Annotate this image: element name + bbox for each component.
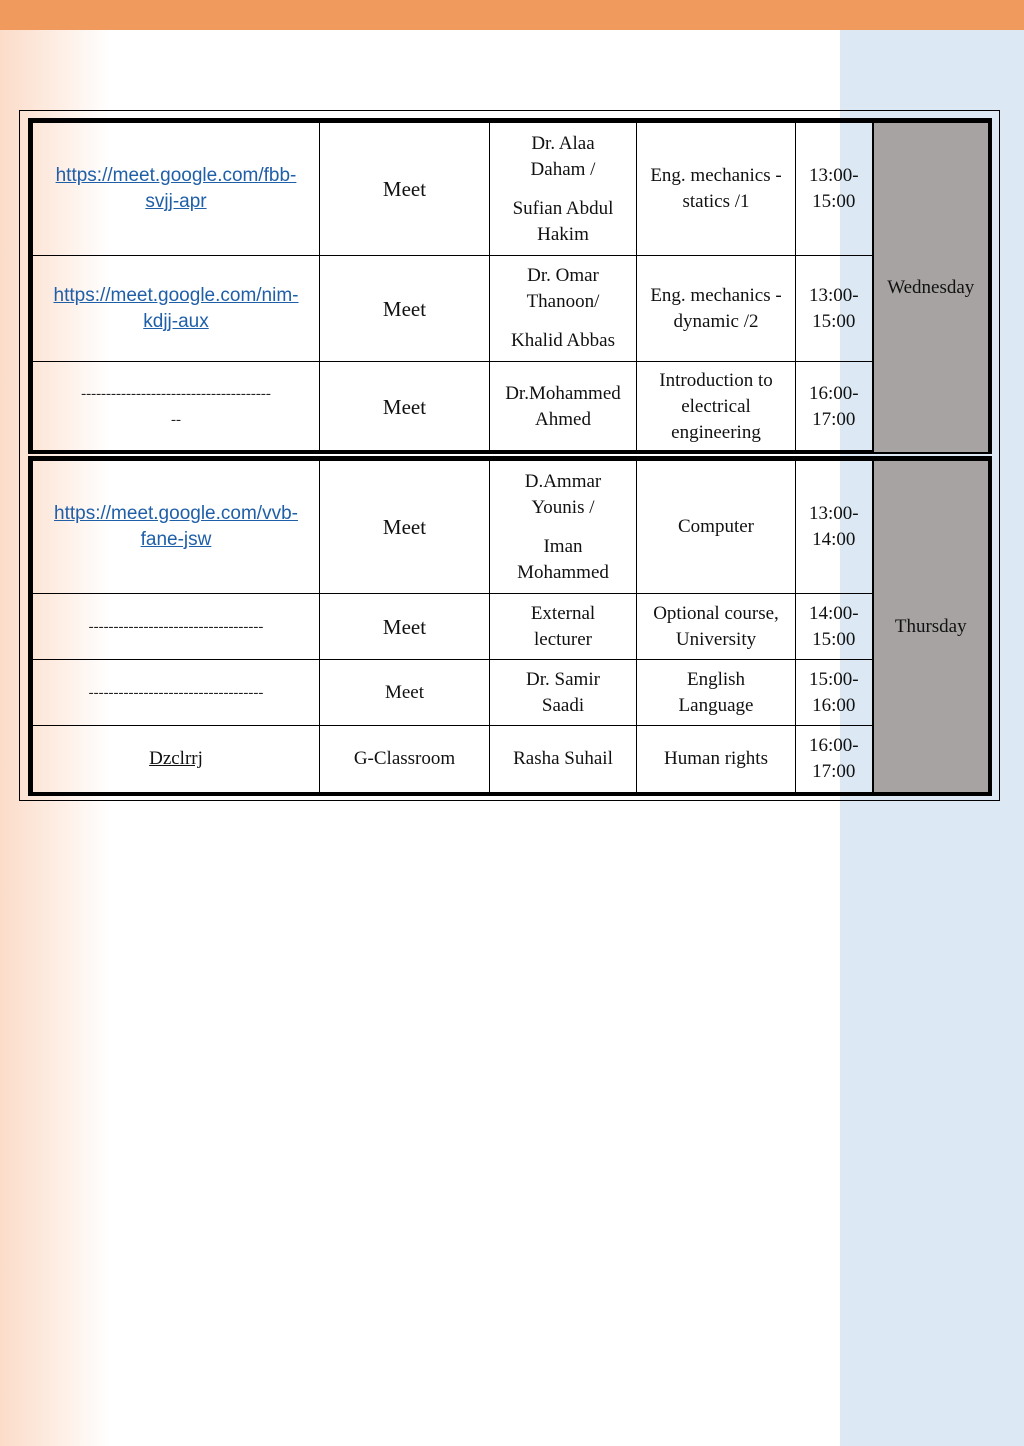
page-header-bar xyxy=(0,0,1024,30)
time-cell: 14:00- 15:00 xyxy=(796,594,873,660)
schedule-table-wednesday xyxy=(32,122,989,453)
teacher-cell: Rasha Suhail xyxy=(490,726,637,793)
teacher-cell: Dr. Alaa Daham / Sufian Abdul Hakim xyxy=(490,123,637,256)
time-cell: 16:00- 17:00 xyxy=(796,726,873,793)
teacher-cell: Dr. Samir Saadi xyxy=(490,660,637,726)
meeting-link-placeholder: -------------------------------------- -- xyxy=(33,362,320,453)
subject-cell: English Language xyxy=(637,660,796,726)
day-cell-thursday: Thursday xyxy=(873,461,989,793)
time-cell: 13:00- 14:00 xyxy=(796,461,873,594)
subject-cell: Human rights xyxy=(637,726,796,793)
platform-cell: G-Classroom xyxy=(320,726,490,793)
subject-cell: Optional course, University xyxy=(637,594,796,660)
teacher-cell: D.Ammar Younis / Iman Mohammed xyxy=(490,461,637,594)
time-cell: 13:00- 15:00 xyxy=(796,123,873,256)
table-row xyxy=(33,594,989,660)
subject-cell: Computer xyxy=(637,461,796,594)
time-cell: 15:00- 16:00 xyxy=(796,660,873,726)
meeting-link-placeholder: ----------------------------------- xyxy=(33,594,320,660)
platform-cell: Meet xyxy=(320,256,490,362)
platform-cell: Meet xyxy=(320,123,490,256)
meeting-link[interactable]: https://meet.google.com/vvb- fane-jsw xyxy=(54,503,298,550)
meeting-link-cell[interactable] xyxy=(33,123,320,256)
time-cell: 16:00- 17:00 xyxy=(796,362,873,453)
table-row xyxy=(33,726,989,793)
day-block-wednesday xyxy=(28,118,992,454)
subject-cell: Introduction to electrical engineering xyxy=(637,362,796,453)
platform-cell: Meet xyxy=(320,660,490,726)
table-row xyxy=(33,362,989,453)
meeting-link[interactable]: https://meet.google.com/nim- kdjj-aux xyxy=(53,284,299,332)
classroom-code-cell[interactable] xyxy=(33,726,320,793)
schedule-table-thursday xyxy=(32,460,989,793)
day-cell-wednesday: Wednesday xyxy=(873,123,989,453)
meeting-link-placeholder: ----------------------------------- xyxy=(33,660,320,726)
table-row xyxy=(33,123,989,256)
classroom-code-link[interactable]: Dzclrrj xyxy=(149,748,203,769)
platform-cell: Meet xyxy=(320,461,490,594)
table-row xyxy=(33,256,989,362)
teacher-cell: Dr.Mohammed Ahmed xyxy=(490,362,637,453)
table-row xyxy=(33,461,989,594)
day-block-thursday xyxy=(28,456,992,796)
platform-cell: Meet xyxy=(320,362,490,453)
time-cell: 13:00- 15:00 xyxy=(796,256,873,362)
teacher-cell: Dr. Omar Thanoon/ Khalid Abbas xyxy=(490,256,637,362)
platform-cell: Meet xyxy=(320,594,490,660)
teacher-cell: External lecturer xyxy=(490,594,637,660)
subject-cell: Eng. mechanics - dynamic /2 xyxy=(637,256,796,362)
table-row xyxy=(33,660,989,726)
meeting-link[interactable]: https://meet.google.com/fbb- svjj-apr xyxy=(55,165,297,212)
meeting-link-cell[interactable] xyxy=(33,256,320,362)
subject-cell: Eng. mechanics - statics /1 xyxy=(637,123,796,256)
meeting-link-cell[interactable] xyxy=(33,461,320,594)
